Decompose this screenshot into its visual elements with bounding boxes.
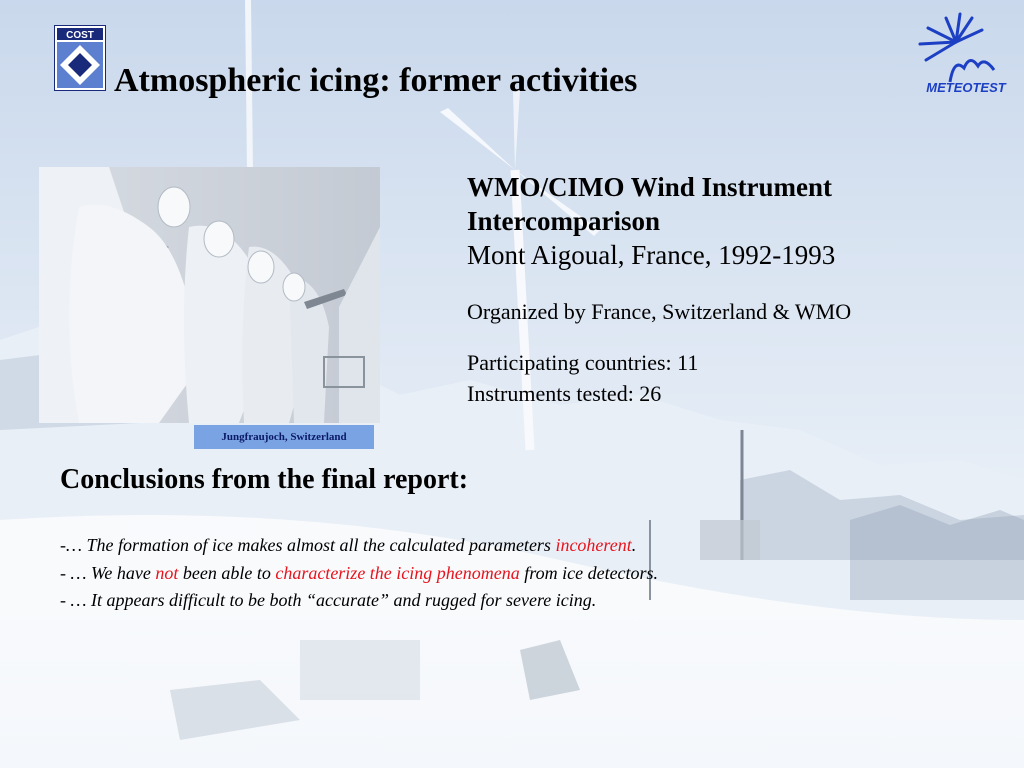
conclusion-item [60,532,760,560]
conclusion-item [60,560,760,588]
intercomparison-info [467,170,987,409]
info-organized: Organized by France, Switzerland & WMO [467,299,852,324]
conclusion-text: from ice detectors. [519,562,659,583]
highlight-text: not [155,562,179,583]
conclusion-text: … It appears difficult to be both “accurate” and rugged for severe icing. [70,590,597,610]
highlight-text: incoherent [555,535,632,555]
page-title: Atmospheric icing: former activities [114,62,638,99]
bullet-dash: - [60,535,66,555]
bullet-dash: - [60,562,71,583]
info-heading: WMO/CIMO Wind Instrument Intercomparison [467,172,833,236]
meteotest-logo-text: METEOTEST [926,80,1006,94]
conclusion-text: … The formation of ice makes almost all the calculated parameters [66,535,556,555]
conclusion-text: … We have [70,562,156,583]
iced-instruments-photo [39,167,380,423]
meteotest-logo-icon [906,8,1018,94]
photo-caption: Jungfraujoch, Switzerland [194,425,374,449]
conclusion-item [60,587,760,615]
highlight-text: characterize the icing phenomena [275,562,520,583]
conclusion-end: . [631,535,637,555]
conclusions-heading: Conclusions from the final report: [60,464,469,495]
info-location: Mont Aigoual, France, 1992-1993 [467,240,836,270]
cost-logo-text: COST [66,30,94,41]
cost-logo-icon [54,25,106,91]
info-participating: Participating countries: 11 [467,350,699,375]
conclusions-list [60,532,760,615]
bullet-dash: - [60,590,71,610]
info-instruments: Instruments tested: 26 [467,381,662,406]
conclusion-text: been able to [178,562,276,583]
